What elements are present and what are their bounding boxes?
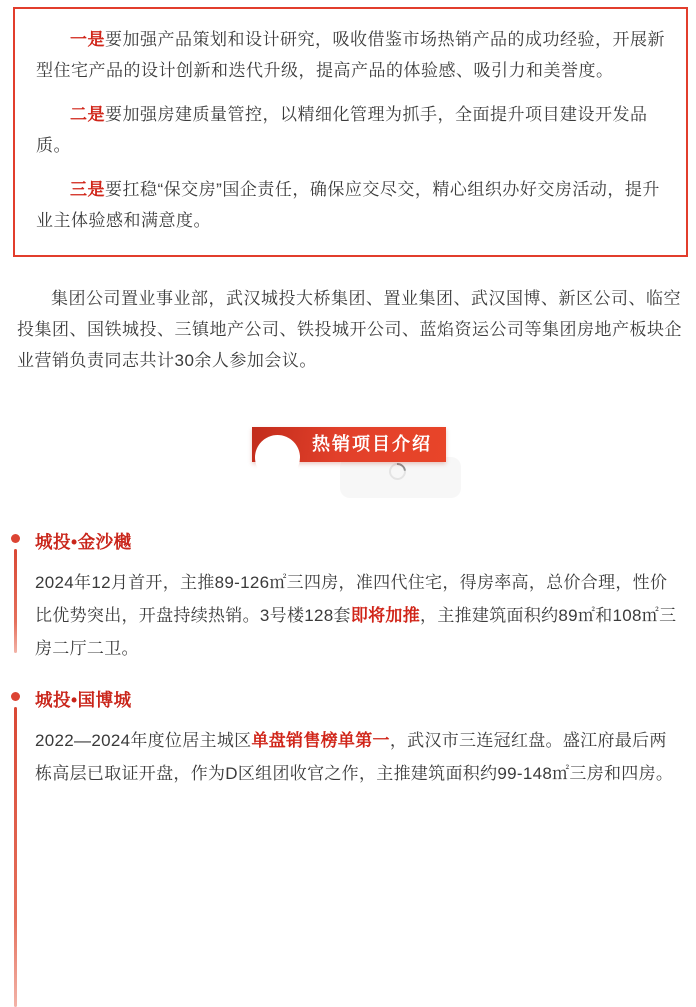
key-point-paragraph (36, 175, 666, 236)
project-description (35, 724, 682, 790)
project-title: 城投•金沙樾 (35, 531, 132, 552)
project-desc-text: ，主推建筑面积约89㎡和108㎡三房二厅二卫。 (35, 606, 677, 659)
project-title: 城投•国博城 (35, 690, 132, 711)
accent-vertical-line (14, 549, 17, 653)
project-desc-highlight: 单盘销售榜单第一 (251, 731, 390, 751)
key-point-text-1: 要加强产品策划和设计研究，吸收借鉴市场热销产品的成功经验，开展新型住宅产品的设计创新和迭代升级，提高产品的体验感、吸引力和美誉度。 (36, 30, 665, 80)
project-description (35, 566, 682, 665)
project-desc-text: ，武汉市三连冠红盘。盛江府最后两栋高层已取证开盘，作为D区组团收官之作，主推建筑面积约99-148㎡三房和四房。 (35, 731, 674, 784)
project-section-guobocheng (0, 687, 682, 790)
key-point-paragraph (36, 25, 666, 86)
section-banner-title: 热销项目介绍 (312, 433, 432, 454)
attendees-paragraph: 集团公司置业事业部，武汉城投大桥集团、置业集团、武汉国博、新区公司、临空投集团、国铁城投、三镇地产公司、铁投城开公司、蓝焰资运公司等集团房地产板块企业营销负责同志共计30余人参加会议。 (17, 288, 682, 371)
bullet-dot-icon (11, 534, 20, 543)
key-point-lead-2: 二是 (70, 105, 105, 125)
project-section-jinshayue (0, 529, 682, 665)
key-point-paragraph (36, 100, 666, 161)
section-banner-area (0, 377, 696, 529)
key-points-box (13, 7, 688, 257)
key-point-text-2: 要加强房建质量管控，以精细化管理为抓手，全面提升项目建设开发品质。 (36, 105, 648, 155)
bullet-dot-icon (11, 692, 20, 701)
project-desc-text: 2022—2024年度位居主城区 (35, 731, 252, 751)
key-point-text-3: 要扛稳“保交房”国企责任，确保应交尽交，精心组织办好交房活动，提升业主体验感和满意度。 (36, 180, 660, 230)
key-point-lead-3: 三是 (70, 180, 105, 200)
project-desc-highlight: 即将加推 (350, 606, 421, 626)
accent-vertical-line (14, 707, 17, 1007)
project-desc-text: 2024年12月首开，主推89-126㎡三四房，准四代住宅，得房率高，总价合理，性价比优势突出，开盘持续热销。3号楼128套 (35, 572, 668, 626)
key-point-lead-1: 一是 (70, 30, 105, 49)
